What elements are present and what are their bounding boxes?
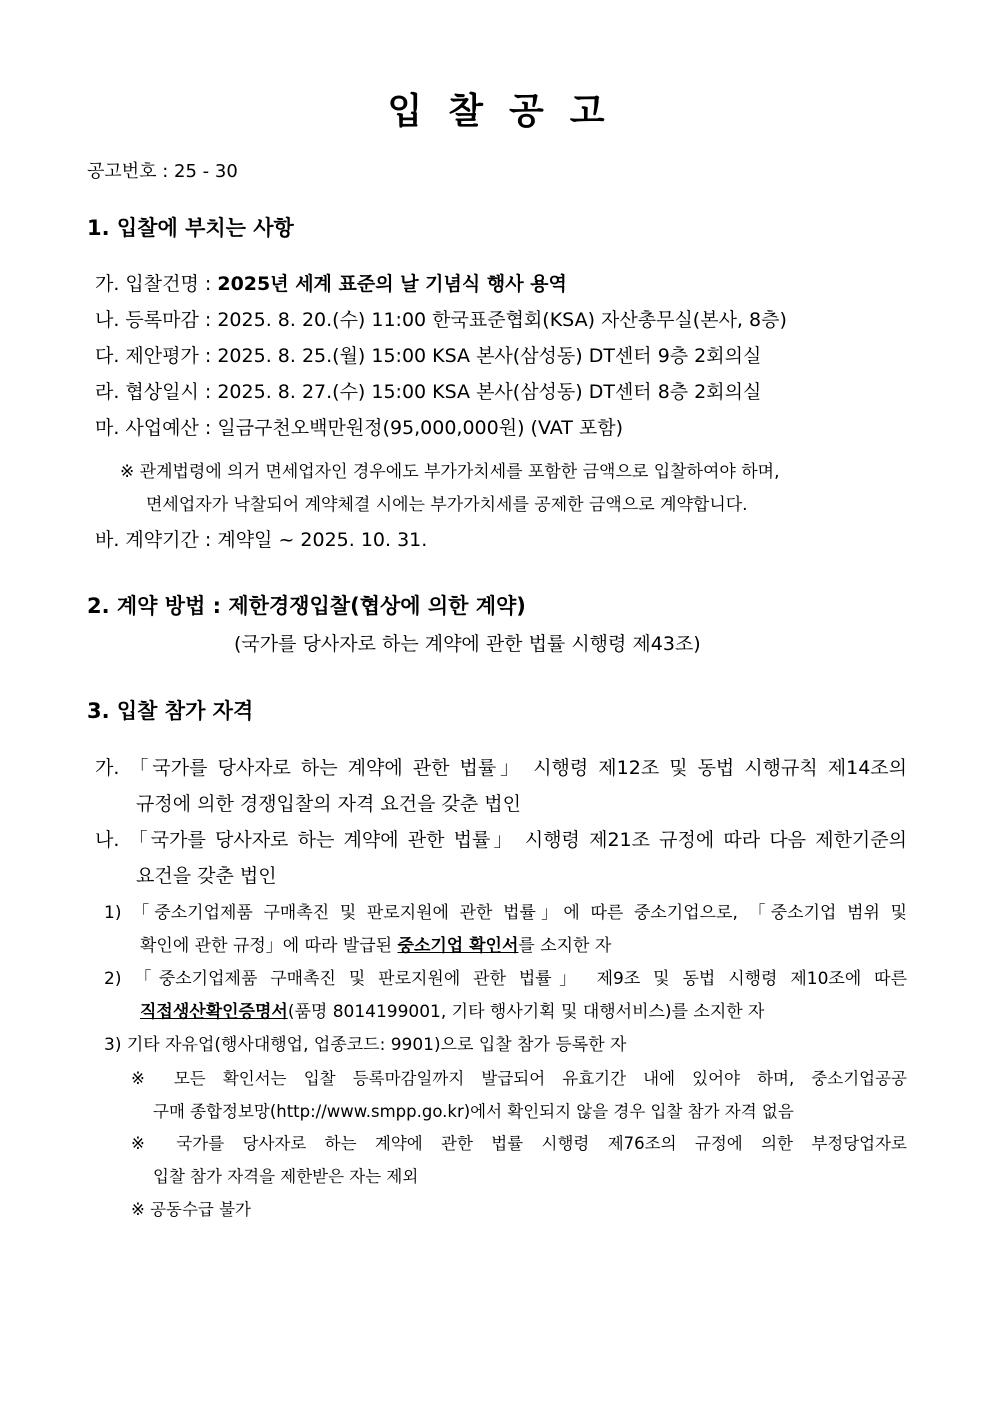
sub-item-1-line1: 1) 「중소기업제품 구매촉진 및 판로지원에 관한 법률」에 따른 중소기업으로, 「중소기업 범위 및 (104, 903, 907, 923)
item-value: 2025. 8. 27.(수) 15:00 KSA 본사(삼성동) DT센터 8층 2회의실 (217, 381, 762, 403)
text-run: 확인에 관한 규정」에 따라 발급된 (140, 936, 398, 956)
section1-heading: 1. 입찰에 부치는 사항 (87, 216, 294, 240)
item-label: 가. 입찰건명 : (95, 273, 218, 295)
sme-certificate-emphasis: 중소기업 확인서 (397, 936, 519, 956)
direct-production-certificate-emphasis: 직접생산확인증명서 (140, 1002, 288, 1022)
note-certificate-validity-line1: ※ 모든 확인서는 입찰 등록마감일까지 발급되어 유효기간 내에 있어야 하며, 중소기업공공 (131, 1069, 907, 1088)
section2-heading: 2. 계약 방법 : 제한경쟁입찰(협상에 의한 계약) (87, 594, 526, 618)
vat-note-line1: ※ 관계법령에 의거 면세업자인 경우에도 부가가치세를 포함한 금액으로 입찰하여야 하며, (120, 462, 780, 482)
text-run: 를 소지한 자 (518, 936, 612, 956)
item-label: 마. 사업예산 : (95, 417, 218, 439)
note-disqualified-bidders-line2: 입찰 참가 자격을 제한받은 자는 제외 (153, 1167, 419, 1186)
item-label: 바. 계약기간 : (95, 529, 218, 551)
sub-item-3: 3) 기타 자유업(행사대행업, 업종코드: 9901)으로 입찰 참가 등록한 자 (104, 1035, 627, 1055)
note-no-joint-bidding: ※ 공동수급 불가 (131, 1200, 251, 1219)
sub-item-1-line2 (140, 934, 611, 958)
section3-heading: 3. 입찰 참가 자격 (87, 699, 254, 723)
sub-item-2-line1: 2) 「중소기업제품 구매촉진 및 판로지원에 관한 법률」 제9조 및 동법 시행령 제10조에 따른 (104, 969, 907, 989)
item-registration-deadline (95, 308, 787, 332)
item-budget (95, 416, 623, 440)
section2-legal-basis: (국가를 당사자로 하는 계약에 관한 법률 시행령 제43조) (234, 633, 701, 655)
item-label: 라. 협상일시 : (95, 381, 218, 403)
text-run: (품명 8014199001, 기타 행사기획 및 대행서비스)를 소지한 자 (287, 1002, 765, 1022)
qualification-na-line1: 나. 「국가를 당사자로 하는 계약에 관한 법률」 시행령 제21조 규정에 따라 다음 제한기준의 (95, 829, 907, 851)
item-value: 일금구천오백만원정(95,000,000원) (VAT 포함) (217, 417, 624, 439)
note-disqualified-bidders-line1: ※ 국가를 당사자로 하는 계약에 관한 법률 시행령 제76조의 규정에 의한 부정당업자로 (131, 1134, 907, 1153)
qualification-ga-line1: 가. 「국가를 당사자로 하는 계약에 관한 법률」 시행령 제12조 및 동법 시행규칙 제14조의 (95, 757, 907, 779)
qualification-na-line2: 요건을 갖춘 법인 (136, 865, 277, 887)
item-negotiation-date (95, 380, 761, 404)
item-value: 2025년 세계 표준의 날 기념식 행사 용역 (217, 273, 567, 295)
item-bid-name (95, 272, 567, 296)
item-value: 2025. 8. 25.(월) 15:00 KSA 본사(삼성동) DT센터 9층 2회의실 (217, 345, 762, 367)
vat-note-line2: 면세업자가 낙찰되어 계약체결 시에는 부가가치세를 공제한 금액으로 계약합니다. (146, 495, 748, 515)
item-value: 2025. 8. 20.(수) 11:00 한국표준협회(KSA) 자산총무실(본사, 8층) (217, 309, 787, 331)
page-title: 입찰공고 (387, 91, 631, 132)
item-value: 계약일 ~ 2025. 10. 31. (217, 529, 428, 551)
item-contract-period (95, 528, 427, 552)
sub-item-2-line2 (140, 1000, 764, 1024)
item-proposal-evaluation (95, 344, 761, 368)
qualification-ga-line2: 규정에 의한 경쟁입찰의 자격 요건을 갖춘 법인 (136, 793, 521, 815)
item-label: 다. 제안평가 : (95, 345, 218, 367)
note-certificate-validity-line2: 구매 종합정보망(http://www.smpp.go.kr)에서 확인되지 않을 경우 입찰 참가 자격 없음 (153, 1102, 794, 1121)
item-label: 나. 등록마감 : (95, 309, 218, 331)
notice-number: 공고번호 : 25 - 30 (87, 161, 238, 182)
